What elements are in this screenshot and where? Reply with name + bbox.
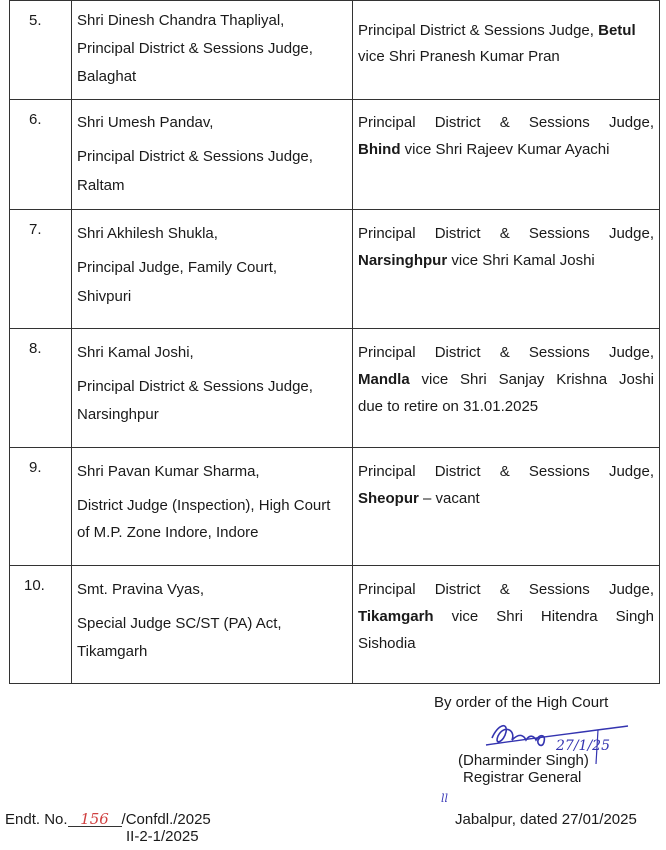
new-place: Narsinghpur	[358, 252, 448, 269]
endorsement-prefix: Endt. No.	[5, 811, 68, 828]
new-post: Principal District & Sessions Judge,	[358, 22, 594, 39]
table-row	[10, 566, 660, 684]
postings-table	[9, 0, 660, 684]
vice-note: due to retire on 31.01.2025	[358, 398, 539, 415]
new-post: Principal District & Sessions Judge,	[358, 581, 654, 598]
order-text: By order of the High Court	[434, 694, 609, 711]
new-place: Bhind	[358, 141, 401, 158]
current-place: Shivpuri	[77, 288, 132, 305]
officer-name: Shri Akhilesh Shukla,	[77, 225, 218, 242]
new-post: Principal District & Sessions Judge,	[358, 114, 654, 131]
officer-name: Shri Kamal Joshi,	[77, 344, 194, 361]
table-row	[10, 100, 660, 210]
table-row	[10, 448, 660, 566]
serial-number: 5.	[29, 12, 42, 29]
vice-officer: – vacant	[423, 490, 480, 507]
current-post: Special Judge SC/ST (PA) Act,	[77, 615, 282, 632]
serial-number: 7.	[29, 221, 42, 238]
serial-number: 10.	[24, 577, 45, 594]
handwritten-date: 27/1/25	[556, 738, 610, 754]
endorsement-line	[5, 811, 211, 828]
new-place: Sheopur	[358, 490, 419, 507]
officer-name: Smt. Pravina Vyas,	[77, 581, 204, 598]
current-place: Narsinghpur	[77, 406, 159, 423]
table-row	[10, 210, 660, 329]
new-place: Betul	[598, 22, 636, 39]
vice-note: Sishodia	[358, 635, 416, 652]
endorsement-suffix: /Confdl./2025	[121, 811, 211, 828]
new-place: Mandla	[358, 371, 410, 388]
table-row	[10, 329, 660, 448]
current-place: Balaghat	[77, 68, 137, 85]
signatory-name: (Dharminder Singh)	[458, 752, 589, 769]
current-post: Principal District & Sessions Judge,	[77, 40, 313, 57]
new-place: Tikamgarh	[358, 608, 434, 625]
current-post: Principal District & Sessions Judge,	[77, 378, 313, 395]
serial-number: 6.	[29, 111, 42, 128]
vice-officer: vice Shri Pranesh Kumar Pran	[358, 48, 560, 65]
file-reference: II-2-1/2025	[126, 828, 199, 845]
new-post: Principal District & Sessions Judge,	[358, 225, 654, 242]
new-post: Principal District & Sessions Judge,	[358, 463, 654, 480]
current-post: Principal District & Sessions Judge,	[77, 148, 313, 165]
current-place: of M.P. Zone Indore, Indore	[77, 524, 259, 541]
officer-name: Shri Umesh Pandav,	[77, 114, 214, 131]
new-post: Principal District & Sessions Judge,	[358, 344, 654, 361]
serial-number: 8.	[29, 340, 42, 357]
current-place: Tikamgarh	[77, 643, 148, 660]
initials-mark: ll	[441, 792, 449, 805]
vice-officer: vice Shri Rajeev Kumar Ayachi	[404, 141, 610, 158]
table-row	[10, 1, 660, 100]
vice-officer: vice Shri Sanjay Krishna Joshi	[421, 371, 654, 388]
officer-name: Shri Pavan Kumar Sharma,	[77, 463, 260, 480]
place-date: Jabalpur, dated 27/01/2025	[455, 811, 637, 828]
vice-officer: vice Shri Hitendra Singh	[451, 608, 654, 625]
current-post: District Judge (Inspection), High Court	[77, 497, 331, 514]
current-place: Raltam	[77, 177, 125, 194]
endorsement-number: 156	[80, 810, 109, 828]
serial-number: 9.	[29, 459, 42, 476]
signatory-designation: Registrar General	[463, 769, 582, 786]
current-post: Principal Judge, Family Court,	[77, 259, 278, 276]
vice-officer: vice Shri Kamal Joshi	[451, 252, 595, 269]
officer-name: Shri Dinesh Chandra Thapliyal,	[77, 12, 285, 29]
